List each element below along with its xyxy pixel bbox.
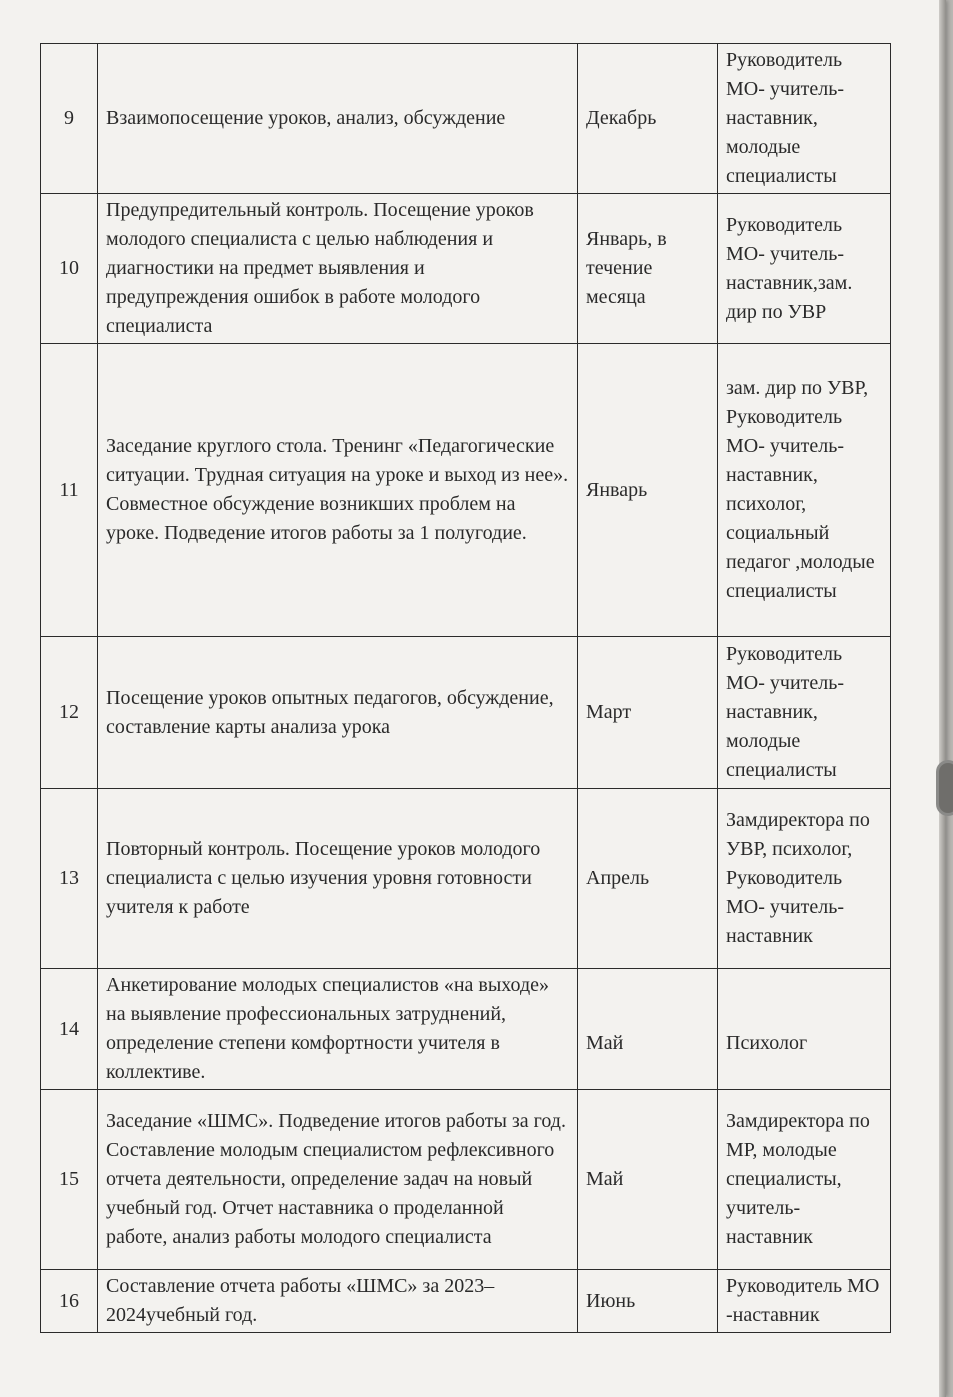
date-cell: Апрель (578, 789, 718, 969)
row-number: 15 (41, 1090, 98, 1270)
activity-cell: Анкетирование молодых специалистов «на выходе» на выявление профессиональных затруднений, определение степени комфортности учителя в коллективе. (98, 969, 578, 1090)
table-row (41, 344, 891, 637)
responsible-cell: Руководитель МО- учитель-наставник,зам. дир по УВР (718, 194, 891, 344)
row-number: 14 (41, 969, 98, 1090)
responsible-cell: зам. дир по УВР, Руководитель МО- учитель-наставник, психолог, социальный педагог ,молодые специалисты (718, 344, 891, 637)
activity-cell: Составление отчета работы «ШМС» за 2023–2024учебный год. (98, 1270, 578, 1333)
activity-cell: Заседание «ШМС». Подведение итогов работы за год. Составление молодым специалистом рефлексивного отчета деятельности, определение задач на новый учебный год. Отчет наставника о проделанной работе, анализ работы молодого специалиста (98, 1090, 578, 1270)
row-number: 10 (41, 194, 98, 344)
table-row (41, 969, 891, 1090)
row-number: 9 (41, 44, 98, 194)
table-row (41, 1090, 891, 1270)
row-number: 11 (41, 344, 98, 637)
responsible-cell: Руководитель МО- учитель-наставник, молодые специалисты (718, 637, 891, 789)
table-row (41, 637, 891, 789)
responsible-cell: Руководитель МО- учитель-наставник, молодые специалисты (718, 44, 891, 194)
activity-cell: Повторный контроль. Посещение уроков молодого специалиста с целью изучения уровня готовности учителя к работе (98, 789, 578, 969)
table-row (41, 44, 891, 194)
binder-ring (936, 760, 953, 816)
date-cell: Май (578, 969, 718, 1090)
row-number: 12 (41, 637, 98, 789)
row-number: 13 (41, 789, 98, 969)
table-row (41, 789, 891, 969)
responsible-cell: Замдиректора по МР, молодые специалисты, учитель-наставник (718, 1090, 891, 1270)
activity-cell: Предупредительный контроль. Посещение уроков молодого специалиста с целью наблюдения и диагностики на предмет выявления и предупреждения ошибок в работе молодого специалиста (98, 194, 578, 344)
date-cell: Май (578, 1090, 718, 1270)
activity-cell: Взаимопосещение уроков, анализ, обсуждение (98, 44, 578, 194)
page-edge-shadow (939, 0, 946, 1397)
table-row (41, 1270, 891, 1333)
date-cell: Март (578, 637, 718, 789)
activity-cell: Заседание круглого стола. Тренинг «Педагогические ситуации. Трудная ситуация на уроке и выход из нее». Совместное обсуждение возникших проблем на уроке. Подведение итогов работы за 1 полугодие. (98, 344, 578, 637)
date-cell: Июнь (578, 1270, 718, 1333)
responsible-cell: Замдиректора по УВР, психолог, Руководитель МО- учитель-наставник (718, 789, 891, 969)
activity-cell: Посещение уроков опытных педагогов, обсуждение, составление карты анализа урока (98, 637, 578, 789)
date-cell: Январь (578, 344, 718, 637)
row-number: 16 (41, 1270, 98, 1333)
mentoring-plan-table (40, 43, 891, 1333)
date-cell: Январь, в течение месяца (578, 194, 718, 344)
responsible-cell: Руководитель МО -наставник (718, 1270, 891, 1333)
responsible-cell: Психолог (718, 969, 891, 1090)
date-cell: Декабрь (578, 44, 718, 194)
table-row (41, 194, 891, 344)
